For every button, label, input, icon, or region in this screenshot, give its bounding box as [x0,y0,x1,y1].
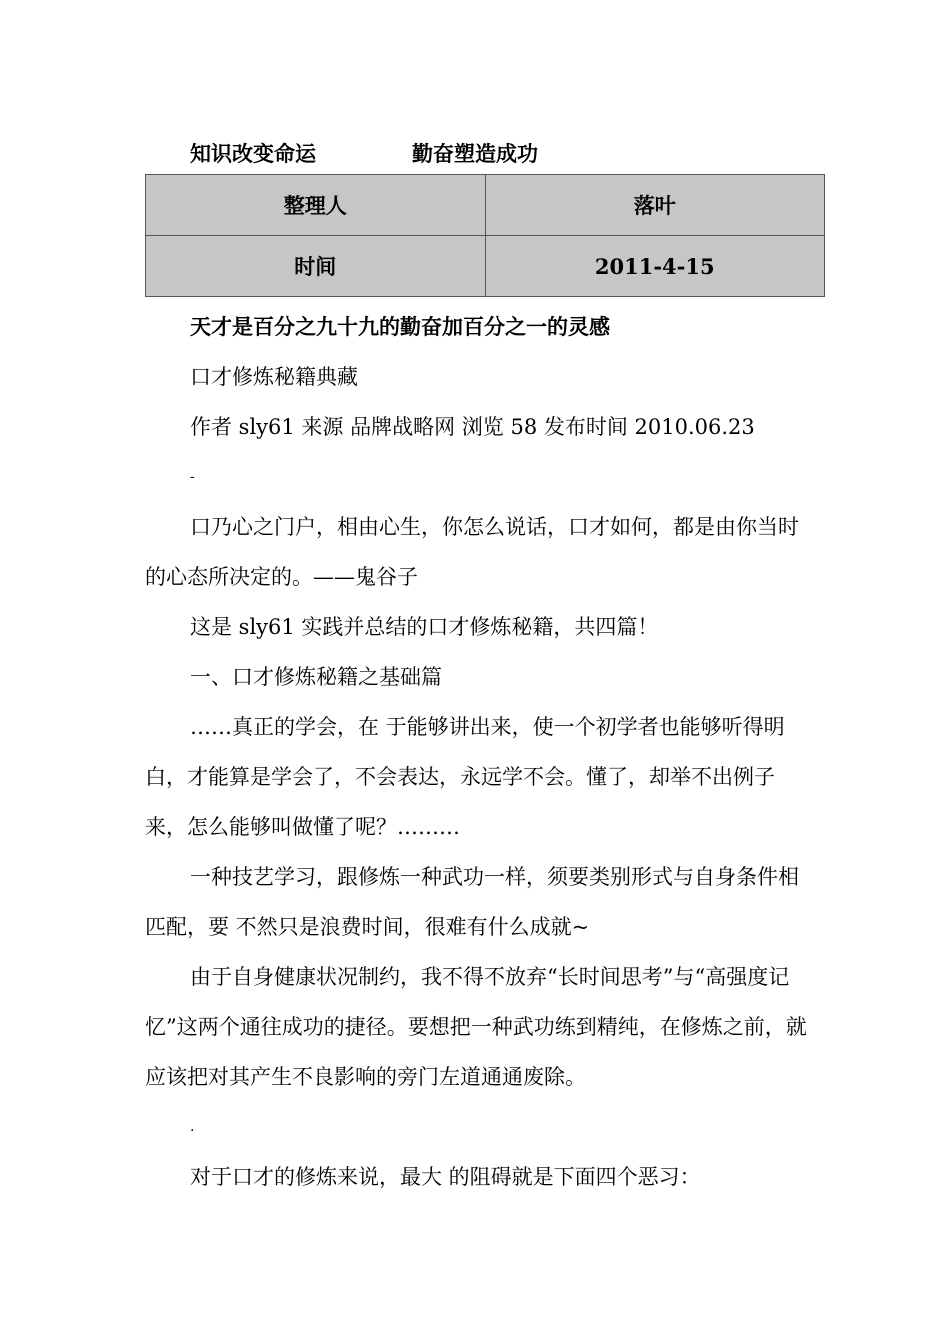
paragraph: ……真正的学会，在 于能够讲出来，使一个初学者也能够听得明白，才能算是学会了，不会表达，永远学不会。懂了，却举不出例子来，怎么能够叫做懂了呢？……… [145,715,785,839]
article-title: 口才修炼秘籍典藏 [190,365,358,389]
paragraph: 对于口才的修炼来说，最大 的阻碍就是下面四个恶习： [190,1165,701,1189]
document-body [145,302,810,1202]
quote-line: 天才是百分之九十九的勤奋加百分之一的灵感 [190,314,610,339]
table-row [146,175,825,236]
header-motto-right: 勤奋塑造成功 [412,141,538,166]
section-heading: 一、口才修炼秘籍之基础篇 [190,665,442,689]
info-table [145,174,825,297]
table-cell-label: 时间 [146,236,486,297]
article-meta: 作者 sly61 来源 品牌战略网 浏览 58 发布时间 2010.06.23 [190,415,755,439]
paragraph: 这是 sly61 实践并总结的口才修炼秘籍，共四篇！ [190,615,659,639]
page-header [190,138,538,168]
paragraph: 一种技艺学习，跟修炼一种武功一样，须要类别形式与自身条件相匹配，要 不然只是浪费时间，很难有什么成就~ [145,865,799,939]
paragraph: 口乃心之门户，相由心生，你怎么说话，口才如何，都是由你当时的心态所决定的。——鬼谷子 [145,515,799,589]
header-motto-left: 知识改变命运 [190,141,316,166]
table-cell-value: 落叶 [485,175,825,236]
paragraph: 由于自身健康状况制约，我不得不放弃“长时间思考”与“高强度记忆”这两个通往成功的捷径。要想把一种武功练到精纯，在修炼之前，就应该把对其产生不良影响的旁门左道通通废除。 [145,965,807,1089]
table-cell-value: 2011-4-15 [485,236,825,297]
table-cell-label: 整理人 [146,175,486,236]
separator-dash: - [190,469,195,485]
separator-dot: . [190,1119,195,1135]
table-row [146,236,825,297]
